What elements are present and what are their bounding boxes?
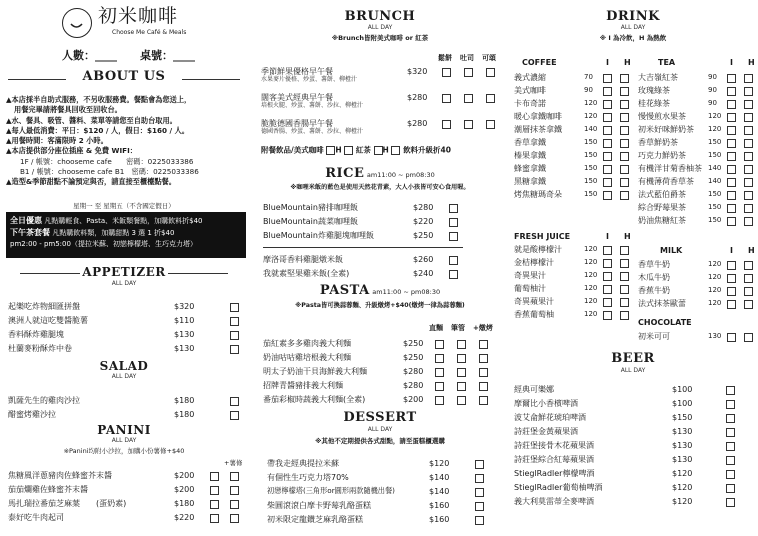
iced-checkbox[interactable] — [727, 217, 736, 226]
brunch-drink-options: 附餐飲品/美式咖啡 H 紅茶 H 飲料升級折40 — [261, 145, 451, 155]
baked-checkbox[interactable] — [479, 368, 488, 377]
list-item: 初米好咪鮮奶茶 120 — [638, 125, 758, 137]
iced-checkbox[interactable] — [727, 287, 736, 296]
dessert-title: DESSERT — [343, 410, 417, 425]
iced-checkbox[interactable] — [603, 126, 612, 135]
dessert-note: ※其他不定期提供各式甜點，請至蛋糕櫃選購 — [315, 437, 445, 445]
iced-checkbox[interactable] — [727, 178, 736, 187]
hot-checkbox[interactable] — [744, 204, 753, 213]
hot-checkbox[interactable] — [620, 285, 629, 294]
list-item: 巧克力鮮奶茶 150 — [638, 151, 758, 163]
penne-checkbox[interactable] — [457, 354, 466, 363]
iced-checkbox[interactable] — [727, 300, 736, 309]
order-checkbox[interactable] — [210, 500, 219, 509]
drink-note: ※ I 為冷飲，H 為熱飲 — [599, 34, 667, 42]
list-item: 蜂蜜拿鐵 150 — [514, 164, 636, 176]
iced-checkbox[interactable] — [603, 191, 612, 200]
penne-checkbox[interactable] — [457, 396, 466, 405]
list-item: 柴圓滾滾白摩卡野莓乳酪蛋糕 $160 — [267, 501, 503, 513]
list-item: StieglRadler葡萄柚啤酒 $120 — [514, 483, 756, 495]
hot-checkbox[interactable] — [620, 259, 629, 268]
hot-checkbox[interactable] — [620, 74, 629, 83]
promo-days: 星期一 至 星期五（不含國定假日） — [73, 202, 175, 210]
hot-checkbox[interactable] — [620, 100, 629, 109]
addon-checkbox[interactable] — [230, 486, 239, 495]
iced-checkbox[interactable] — [603, 165, 612, 174]
list-item: 義式濃縮 70 — [514, 73, 636, 85]
hot-checkbox[interactable] — [744, 165, 753, 174]
list-item: 馬扎瑞拉番茄芝麻葉 (蛋奶素) $180 — [8, 499, 248, 511]
hot-checkbox[interactable] — [744, 113, 753, 122]
list-item: 脆脆德國香腸早午餐 德國香腸、炒蛋、薯餅、沙拉、柳橙汁 $280 — [261, 119, 505, 143]
iced-checkbox[interactable] — [727, 204, 736, 213]
rice-header: RICE am11:00 ~ pm08:30 — [325, 166, 435, 181]
iced-checkbox[interactable] — [603, 246, 612, 255]
toast-checkbox[interactable] — [464, 120, 473, 129]
pancake-checkbox[interactable] — [442, 94, 451, 103]
list-item: 香料酥炸雞腿塊 $130 — [8, 330, 244, 342]
iced-checkbox[interactable] — [603, 298, 612, 307]
order-checkbox[interactable] — [230, 411, 239, 420]
logo — [62, 8, 92, 38]
list-item: 葡萄柚汁 120 — [514, 284, 636, 296]
drink-sub: ALL DAY — [620, 24, 646, 31]
order-checkbox[interactable] — [230, 331, 239, 340]
straight-pasta-checkbox[interactable] — [435, 368, 444, 377]
order-checkbox[interactable] — [726, 470, 735, 479]
hot-checkbox[interactable] — [744, 287, 753, 296]
list-item: 初戀檸檬塔(三角形or圓形兩款隨機出餐) $140 — [267, 487, 503, 499]
hot-checkbox[interactable] — [620, 126, 629, 135]
panini-addon-head: +薯條 — [224, 459, 243, 467]
iced-checkbox[interactable] — [603, 87, 612, 96]
order-checkbox[interactable] — [210, 514, 219, 523]
list-item: 茄茄爛雞佐蜂蜜芥末醬 $200 — [8, 485, 248, 497]
panini-note: ※Panini均附小沙拉，加購小份薯條+$40 — [63, 447, 185, 455]
croissant-checkbox[interactable] — [486, 120, 495, 129]
list-item: BlueMountain炸雞腿塊咖哩飯 $250 — [263, 231, 503, 243]
appetizer-title: APPETIZER — [82, 265, 166, 279]
column-left — [0, 0, 248, 536]
list-item: 香蕉牛奶 120 — [638, 286, 758, 298]
list-item: 澳洲人就這吃雙醬脆薯 $110 — [8, 316, 244, 328]
croissant-checkbox[interactable] — [486, 68, 495, 77]
order-checkbox[interactable] — [210, 472, 219, 481]
brunch-note: ※Brunch皆附美式咖啡 or 紅茶 — [331, 34, 429, 42]
iced-checkbox[interactable] — [727, 152, 736, 161]
list-item: 綜合野莓果茶 150 — [638, 203, 758, 215]
hot-checkbox[interactable] — [620, 87, 629, 96]
panini-title: PANINI — [97, 423, 151, 437]
list-item: 奶油焦糖紅茶 150 — [638, 216, 758, 228]
hot-checkbox[interactable] — [620, 298, 629, 307]
iced-checkbox[interactable] — [727, 333, 736, 342]
list-item: 香草牛奶 120 — [638, 260, 758, 272]
hot-checkbox[interactable] — [744, 139, 753, 148]
list-item: 奇異蘋果汁 120 — [514, 297, 636, 309]
addon-checkbox[interactable] — [230, 500, 239, 509]
iced-checkbox[interactable] — [727, 74, 736, 83]
iced-checkbox[interactable] — [603, 311, 612, 320]
hot-checkbox[interactable] — [744, 152, 753, 161]
list-item: 就是酸檸檬汁 120 — [514, 245, 636, 257]
hot-checkbox[interactable] — [744, 126, 753, 135]
table-number-field[interactable]: 桌號：____ — [140, 49, 195, 62]
list-item: BlueMountain蔬菜咖哩飯 $220 — [263, 217, 503, 229]
list-item: 卡布奇諾 120 — [514, 99, 636, 111]
order-checkbox[interactable] — [475, 474, 484, 483]
hot-checkbox[interactable] — [620, 272, 629, 281]
order-checkbox[interactable] — [726, 442, 735, 451]
iced-checkbox[interactable] — [603, 139, 612, 148]
list-item: 經典可樂娜 $100 — [514, 385, 756, 397]
brand-name: 初米咖啡 — [98, 5, 179, 27]
list-item: 凱薩先生的雞肉沙拉 $180 — [8, 396, 244, 408]
list-item: 榛果拿鐵 150 — [514, 151, 636, 163]
list-item: 慢慢煎水果茶 120 — [638, 112, 758, 124]
hot-checkbox[interactable] — [744, 191, 753, 200]
order-checkbox[interactable] — [475, 502, 484, 511]
list-item: 詩莊堡金黃蘋果酒 $130 — [514, 427, 756, 439]
hot-checkbox[interactable] — [620, 165, 629, 174]
pancake-checkbox[interactable] — [442, 120, 451, 129]
people-count-field[interactable]: 人數：____ — [62, 49, 117, 62]
beer-title: BEER — [611, 351, 655, 366]
list-item: 香蕉葡萄柚 120 — [514, 310, 636, 322]
order-checkbox[interactable] — [726, 414, 735, 423]
hot-checkbox[interactable] — [744, 261, 753, 270]
order-checkbox[interactable] — [726, 484, 735, 493]
hot-checkbox[interactable] — [620, 246, 629, 255]
list-item: 茄紅素多多雞肉義大利麵 $250 — [263, 339, 505, 351]
list-item: 木瓜牛奶 120 — [638, 273, 758, 285]
brunch-sub: ALL DAY — [367, 24, 393, 31]
iced-checkbox[interactable] — [727, 165, 736, 174]
iced-checkbox[interactable] — [603, 259, 612, 268]
order-checkbox[interactable] — [475, 488, 484, 497]
list-item: 起樂吃炸物細匯拼盤 $320 — [8, 302, 244, 314]
baked-checkbox[interactable] — [479, 354, 488, 363]
list-item: 黑糖拿鐵 150 — [514, 177, 636, 189]
column-middle: BRUNCH ALL DAY ※Brunch皆附美式咖啡 or 紅茶 鬆餅 吐司 可頌 季節鮮果優格早午餐 水果麥片優格、炒蛋、薯餅、柳橙汁 $320 闊客美式經典早午餐 培根火腿、炒蛋、薯餅、沙拉、柳橙汁 $280 脆脆德國香腸早午餐 德國香腸、炒蛋、薯餅、沙拉、柳橙汁 $280 附餐飲品/美式咖啡 H 紅茶 H 飲料升級折40 RICE am11:00 ~ pm08:30 ※咖哩米飯的藍色是使用天然花青素，大人小孩皆可安心食用喔。 BlueMountain豬排咖哩飯 $280 BlueMountain蔬菜咖哩飯 $220 BlueMountain炸雞腿塊咖哩飯 $250 摩洛哥香料雞腿燉米飯 $260 我就素堅果雞米飯(全素) $240 PASTA am11:00 ~ pm08:30 ※Pasta皆可換蒜蓉麵、升級燉烤+$40(燉烤一律為蒜蓉麵) 直麵 筆管 +燉烤 茄紅素多多雞肉義大利麵 $250 奶油咕咕雞培根義大利麵 $250 明太子奶油干貝海鮮義大利麵 $280 招牌青醬豬排義大利麵 $280 番茄彩椒時蔬義大利麵(全素) $200 DESSERT ALL DAY ※其他不定期提供各式甜點，請至蛋糕櫃選購 帶我走經典提拉米蘇 $120 有個性生巧克力塔70% $140 初戀檸檬塔(三角形or圓形兩款隨機出餐) $140 柴圓滾滾白摩卡野莓乳酪蛋糕 $160 初米限定龍鑽芝麻乳酪蛋糕 $160 — [255, 0, 505, 536]
smile-logo-icon — [63, 9, 90, 36]
list-item: 初米可可 130 — [638, 332, 758, 344]
promo-box: 全日優惠 凡點購輕食、Pasta、米飯類餐點，加購飲料折$40 下午茶套餐 凡點購飲料類，加購甜點 3 選 1 折$40 pm2:00 - pm5:00（提拉米蘇、初戀檸檬塔、生巧克力塔） — [6, 212, 246, 258]
order-checkbox[interactable] — [449, 204, 458, 213]
order-checkbox[interactable] — [475, 460, 484, 469]
list-item: 美式咖啡 90 — [514, 86, 636, 98]
iced-checkbox[interactable] — [727, 191, 736, 200]
appetizer-sub: ALL DAY — [111, 280, 137, 287]
iced-checkbox[interactable] — [603, 152, 612, 161]
list-item: 香草拿鐵 150 — [514, 138, 636, 150]
straight-pasta-checkbox[interactable] — [435, 354, 444, 363]
list-item: StieglRadler檸檬啤酒 $120 — [514, 469, 756, 481]
iced-checkbox[interactable] — [727, 274, 736, 283]
list-item: 詩莊堡綜合紅莓蘋果酒 $130 — [514, 455, 756, 467]
order-checkbox[interactable] — [449, 270, 458, 279]
iced-checkbox[interactable] — [603, 113, 612, 122]
list-item: 摩爾比小香檳啤酒 $100 — [514, 399, 756, 411]
salad-sub: ALL DAY — [111, 373, 137, 380]
tea-iced-checkbox[interactable] — [374, 146, 383, 155]
iced-checkbox[interactable] — [727, 100, 736, 109]
order-checkbox[interactable] — [210, 486, 219, 495]
iced-checkbox[interactable] — [603, 100, 612, 109]
list-item: 烤焦糖瑪奇朵 150 — [514, 190, 636, 202]
list-item: 義大利莫雷蒂全麥啤酒 $120 — [514, 497, 756, 509]
straight-pasta-checkbox[interactable] — [435, 340, 444, 349]
penne-checkbox[interactable] — [457, 340, 466, 349]
iced-checkbox[interactable] — [727, 126, 736, 135]
brunch-title: BRUNCH — [344, 9, 416, 24]
hot-checkbox[interactable] — [620, 311, 629, 320]
addon-checkbox[interactable] — [230, 472, 239, 481]
penne-checkbox[interactable] — [457, 382, 466, 391]
toast-checkbox[interactable] — [464, 68, 473, 77]
hot-checkbox[interactable] — [620, 139, 629, 148]
list-item: 桂花綠茶 90 — [638, 99, 758, 111]
iced-checkbox[interactable] — [727, 139, 736, 148]
list-item: 奶油咕咕雞培根義大利麵 $250 — [263, 353, 505, 365]
list-item: 潮層抹茶拿鐵 140 — [514, 125, 636, 137]
hot-checkbox[interactable] — [744, 87, 753, 96]
hot-checkbox[interactable] — [620, 178, 629, 187]
order-checkbox[interactable] — [449, 256, 458, 265]
list-item: 明太子奶油干貝海鮮義大利麵 $280 — [263, 367, 505, 379]
list-item: 法式藍伯爵茶 150 — [638, 190, 758, 202]
list-item: 初米限定龍鑽芝麻乳酪蛋糕 $160 — [267, 515, 503, 527]
list-item: 法式抹茶歐蕾 120 — [638, 299, 758, 311]
order-checkbox[interactable] — [230, 397, 239, 406]
hot-checkbox[interactable] — [620, 152, 629, 161]
hot-checkbox[interactable] — [744, 333, 753, 342]
list-item: 招牌青醬豬排義大利麵 $280 — [263, 381, 505, 393]
list-item: 暖心拿鐵咖啡 120 — [514, 112, 636, 124]
order-checkbox[interactable] — [726, 386, 735, 395]
pasta-header: PASTA am11:00 ~ pm08:30 — [319, 283, 441, 298]
coffee-hot-checkbox[interactable] — [344, 146, 353, 155]
pasta-note: ※Pasta皆可換蒜蓉麵、升級燉烤+$40(燉烤一律為蒜蓉麵) — [295, 302, 465, 309]
list-item: BlueMountain豬排咖哩飯 $280 — [263, 203, 503, 215]
toast-checkbox[interactable] — [464, 94, 473, 103]
order-checkbox[interactable] — [475, 516, 484, 525]
order-checkbox[interactable] — [726, 400, 735, 409]
list-item: 有機薄荷香草茶 140 — [638, 177, 758, 189]
list-item: 詩莊堡接骨木花蘋果酒 $130 — [514, 441, 756, 453]
hot-checkbox[interactable] — [620, 191, 629, 200]
drink-title: DRINK — [606, 9, 660, 24]
hot-checkbox[interactable] — [744, 217, 753, 226]
dessert-sub: ALL DAY — [367, 426, 393, 433]
iced-checkbox[interactable] — [603, 272, 612, 281]
penne-checkbox[interactable] — [457, 368, 466, 377]
list-item: 有機洋甘菊香柚茶 140 — [638, 164, 758, 176]
column-right: DRINK ALL DAY ※ I 為冷飲，H 為熱飲 COFFEE I H TEA I H 義式濃縮 70 美式咖啡 90 卡布奇諾 120 暖心拿鐵咖啡 120 潮層抹茶拿鐵 140 香草拿鐵 150 榛果拿鐵 150 蜂蜜拿鐵 150 黑糖拿鐵 150 烤焦糖瑪奇朵 150 大吉嶺紅茶 90 玫瑰綠茶 90 桂花綠茶 90 慢慢煎水果茶 120 初米好咪鮮奶茶 120 香草鮮奶茶 150 巧克力鮮奶茶 150 有機洋甘菊香柚茶 140 有機薄荷香草茶 140 法式藍伯爵茶 150 綜合野莓果茶 150 奶油焦糖紅茶 150 FRESH JUICE I H 就是酸檸檬汁 120 金桔檸檬汁 120 奇異果汁 120 葡萄柚汁 120 奇異蘋果汁 120 香蕉葡萄柚 120 MILK I H 香草牛奶 120 木瓜牛奶 120 香蕉牛奶 120 法式抹茶歐蕾 120 CHOCOLATE 初米可可 130 BEER ALL DAY 經典可樂娜 $100 摩爾比小香檳啤酒 $100 波艾侖鮮花琥珀啤酒 $150 詩莊堡金黃蘋果酒 $130 詩莊堡接骨木花蘋果酒 $130 詩莊堡綜合紅莓蘋果酒 $130 StieglRadler檸檬啤酒 $120 StieglRadler葡萄柚啤酒 $120 義大利莫雷蒂全麥啤酒 $120 — [508, 0, 758, 536]
list-item: 波艾侖鮮花琥珀啤酒 $150 — [514, 413, 756, 425]
iced-checkbox[interactable] — [603, 178, 612, 187]
iced-checkbox[interactable] — [727, 261, 736, 270]
list-item: 季節鮮果優格早午餐 水果麥片優格、炒蛋、薯餅、柳橙汁 $320 — [261, 67, 505, 91]
order-checkbox[interactable] — [449, 232, 458, 241]
list-item: 玫瑰綠茶 90 — [638, 86, 758, 98]
rice-note: ※咖哩米飯的藍色是使用天然花青素，大人小孩皆可安心食用喔。 — [290, 184, 470, 191]
hot-checkbox[interactable] — [744, 100, 753, 109]
list-item: 我就素堅果雞米飯(全素) $240 — [263, 269, 503, 281]
croissant-checkbox[interactable] — [486, 94, 495, 103]
baked-checkbox[interactable] — [479, 396, 488, 405]
iced-checkbox[interactable] — [603, 285, 612, 294]
list-item: 杜蘭麥粉酥炸中卷 $130 — [8, 344, 244, 356]
beer-sub: ALL DAY — [620, 367, 646, 374]
list-item: 闊客美式經典早午餐 培根火腿、炒蛋、薯餅、沙拉、柳橙汁 $280 — [261, 93, 505, 117]
order-checkbox[interactable] — [726, 428, 735, 437]
tea-hot-checkbox[interactable] — [391, 146, 400, 155]
brand-tagline: Choose Me Café & Meals — [112, 29, 187, 36]
list-item: 泰好吃牛肉起司 $220 — [8, 513, 248, 525]
hot-checkbox[interactable] — [744, 178, 753, 187]
salad-title: SALAD — [99, 359, 149, 373]
iced-checkbox[interactable] — [603, 74, 612, 83]
order-checkbox[interactable] — [726, 498, 735, 507]
list-item: 金桔檸檬汁 120 — [514, 258, 636, 270]
hot-checkbox[interactable] — [620, 113, 629, 122]
about-title: ABOUT US — [82, 69, 166, 84]
order-checkbox[interactable] — [230, 317, 239, 326]
hot-checkbox[interactable] — [744, 300, 753, 309]
about-rules: ▲本店採半自助式服務，不另收服務費。餐點會為您送上， 用餐完畢請將餐具回收至回收台。 ▲水、餐具、吸管、醬料、菜單等請您至自助台取用。 ▲每人最低消費：平日：$120 / 人，假日：$160 / 人。 ▲用餐時間：客滿限時 2 小時。 ▲本店提供部分座位插座 & 免費 WIFI： 1F / 帳號：chooseme cafe 密碼：0225033386 B1 / 帳號：chooseme cafe B1 密碼：0225033386 ▲造型&季節甜點不論預定與否，請直接至櫃檯點餐。 — [6, 95, 199, 187]
order-checkbox[interactable] — [726, 456, 735, 465]
list-item: 大吉嶺紅茶 90 — [638, 73, 758, 85]
baked-checkbox[interactable] — [479, 340, 488, 349]
list-item: 帶我走經典提拉米蘇 $120 — [267, 459, 503, 471]
list-item: 醋蜜烤雞沙拉 $180 — [8, 410, 244, 422]
list-item: 番茄彩椒時蔬義大利麵(全素) $200 — [263, 395, 505, 407]
list-item: 香草鮮奶茶 150 — [638, 138, 758, 150]
addon-checkbox[interactable] — [230, 514, 239, 523]
order-checkbox[interactable] — [230, 345, 239, 354]
iced-checkbox[interactable] — [727, 113, 736, 122]
hot-checkbox[interactable] — [744, 274, 753, 283]
iced-checkbox[interactable] — [727, 87, 736, 96]
hot-checkbox[interactable] — [744, 74, 753, 83]
list-item: 摩洛哥香料雞腿燉米飯 $260 — [263, 255, 503, 267]
panini-sub: ALL DAY — [111, 437, 137, 444]
baked-checkbox[interactable] — [479, 382, 488, 391]
order-checkbox[interactable] — [449, 218, 458, 227]
list-item: 有個性生巧克力塔70% $140 — [267, 473, 503, 485]
order-checkbox[interactable] — [230, 303, 239, 312]
straight-pasta-checkbox[interactable] — [435, 382, 444, 391]
list-item: 奇異果汁 120 — [514, 271, 636, 283]
list-item: 焦糖風洋蔥豬肉佐蜂蜜芥末醬 $200 — [8, 471, 248, 483]
pancake-checkbox[interactable] — [442, 68, 451, 77]
straight-pasta-checkbox[interactable] — [435, 396, 444, 405]
